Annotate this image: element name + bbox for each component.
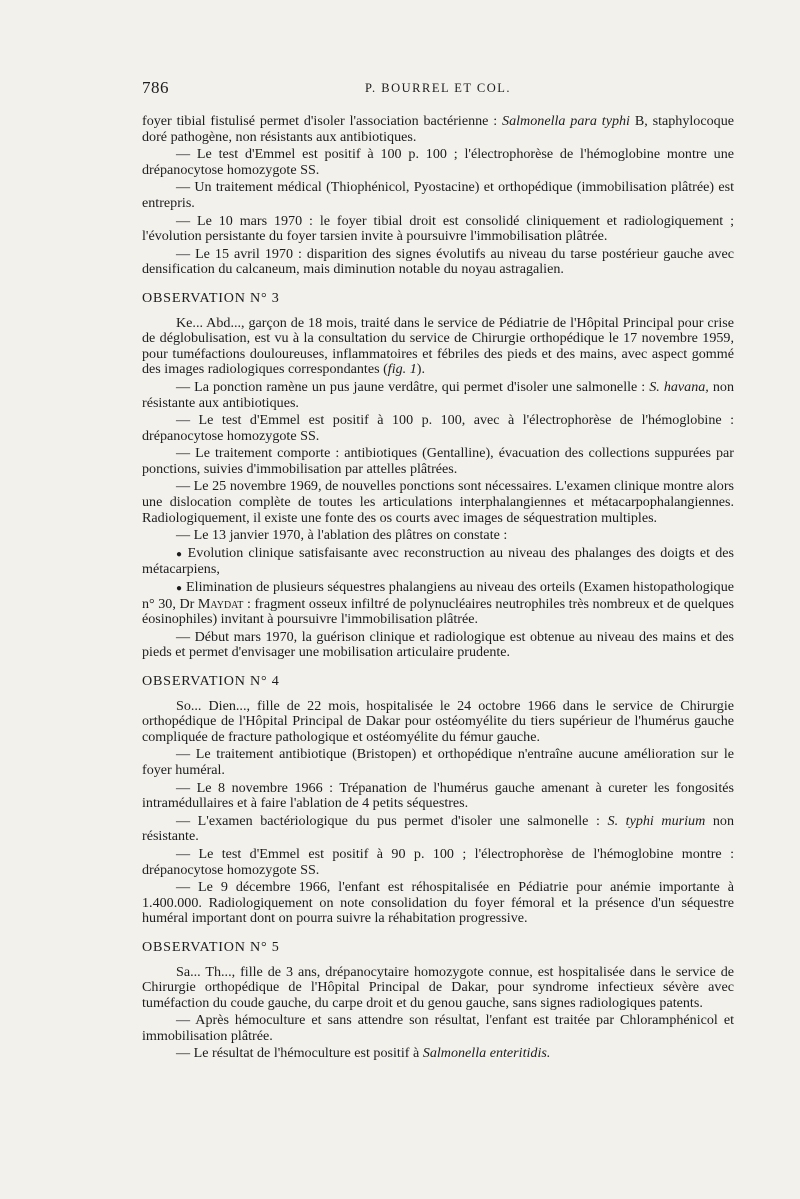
paragraph: — Le test d'Emmel est positif à 90 p. 100 ; l'électrophorèse de l'hémoglobine montre : drépanocytose homozygote SS. bbox=[142, 845, 734, 878]
species-name: S. havana, bbox=[649, 378, 709, 395]
paragraph: — Le traitement comporte : antibiotiques (Gentalline), évacuation des collections suppurées par ponctions, suivies d'immobilisation par attelles plâtrées. bbox=[142, 445, 734, 477]
bullet-icon: ● bbox=[176, 548, 184, 560]
observation-heading: OBSERVATION N° 4 bbox=[142, 673, 280, 689]
paragraph: — Le test d'Emmel est positif à 100 p. 100, avec à l'électrophorèse de l'hémoglobine : drépanocytose homozygote SS. bbox=[142, 412, 734, 444]
paragraph: — Début mars 1970, la guérison clinique et radiologique est obtenue au niveau des mains et des pieds et permet d'envisager une mobilisation articulaire prudente. bbox=[142, 628, 734, 661]
paragraph: — Le 13 janvier 1970, à l'ablation des plâtres on constate : bbox=[176, 527, 508, 544]
paragraph-text: : fragment osseux infiltré de polynucléaires neutrophiles très nombreux et de quelques éosinophiles) invitant à poursuivre l'immobilisation plâtrée. bbox=[142, 595, 734, 628]
article-body bbox=[142, 114, 734, 1062]
paragraph: — Le 10 mars 1970 : le foyer tibial droit est consolidé cliniquement et radiologiquement ; l'évolution persistante du foyer tarsien invite à poursuivre l'immobilisation plâtrée. bbox=[142, 212, 734, 245]
paragraph: — Après hémoculture et sans attendre son résultat, l'enfant est traitée par Chloramphénicol et immobilisation plâtrée. bbox=[142, 1012, 734, 1044]
species-name: Salmonella para typhi bbox=[502, 113, 630, 129]
paragraph: — Un traitement médical (Thiophénicol, Pyostacine) et orthopédique (immobilisation plâtrée) est entrepris. bbox=[142, 179, 734, 211]
paragraph: — Le traitement antibiotique (Bristopen) et orthopédique n'entraîne aucune amélioration sur le foyer huméral. bbox=[142, 746, 734, 778]
bullet-item bbox=[142, 546, 734, 578]
bullet-icon: ● bbox=[176, 583, 183, 595]
paragraph-text: — Le résultat de l'hémoculture est positif à bbox=[176, 1045, 423, 1062]
page-number: 786 bbox=[142, 78, 169, 97]
paragraph: — Le 9 décembre 1966, l'enfant est réhospitalisée en Pédiatrie pour anémie importante à 1.400.000. Radiologiquement on note consolidation du foyer fémoral et la présence d'un séquestre huméral important dont on pourra suivre la réhabitation progressive. bbox=[142, 879, 734, 927]
paragraph-text: Ke... Abd..., garçon de 18 mois, traité dans le service de Pédiatrie de l'Hôpital Principal pour crise de déglobulisation, est vu à la consultation du service de Chirurgie orthopédique le 17 novembre 1959, pour tuméfactions douloureuses, inflammatoires et fébriles des pieds et des mains, avec aspect gommé des images radiologiques correspondantes ( bbox=[142, 314, 734, 378]
paragraph-text: B, staphylocoque doré pathogène, non résistants aux antibiotiques. bbox=[142, 113, 734, 145]
paragraph bbox=[142, 814, 734, 845]
paragraph-text: Elimination de plusieurs séquestres phalangiens au niveau des orteils (Examen histopathologique n° 30, Dr bbox=[142, 579, 735, 612]
paragraph bbox=[142, 114, 734, 145]
paragraph-text: — L'examen bactériologique du pus permet d'isoler une salmonelle : bbox=[176, 812, 608, 829]
paragraph: — Le 15 avril 1970 : disparition des signes évolutifs au niveau du tarse postérieur gauche avec densification du calcaneum, mais diminution notable du noyau astragalien. bbox=[142, 245, 734, 278]
species-name: S. typhi murium bbox=[607, 812, 706, 829]
paragraph-text: non résistante. bbox=[142, 812, 734, 845]
author-name: Maydat bbox=[197, 595, 244, 612]
paragraph-text: ). bbox=[416, 361, 425, 378]
paragraph: Sa... Th..., fille de 3 ans, drépanocytaire homozygote connue, est hospitalisée dans le service de Chirurgie orthopédique de l'Hôpital Principal de Dakar, pour syndrome infectieux sévère avec tuméfaction du coude gauche, du carpe droit et du genou gauche, sans signes radiologiques patents. bbox=[142, 963, 734, 1011]
species-name: Salmonella enteritidis. bbox=[422, 1045, 551, 1062]
observation-heading: OBSERVATION N° 5 bbox=[142, 938, 280, 955]
figure-reference: fig. 1 bbox=[387, 361, 417, 378]
paragraph: So... Dien..., fille de 22 mois, hospitalisée le 24 octobre 1966 dans le service de Chirurgie orthopédique de l'Hôpital Principal de Dakar pour ostéomyélite du tiers supérieur de l'humérus gauche compliquée de fracture pathologique et ostéomyélite du fémur gauche. bbox=[142, 697, 734, 745]
paragraph: — Le 25 novembre 1969, de nouvelles ponctions sont nécessaires. L'examen clinique montre alors une dislocation complète de toutes les articulations interphalangiennes et métacarpophalangiennes. Radiologiquement, il existe une fonte des os courts avec images de séquestration multiples. bbox=[142, 478, 734, 526]
paragraph bbox=[142, 316, 734, 378]
bullet-item bbox=[142, 580, 734, 628]
paragraph bbox=[142, 380, 734, 411]
observation-heading: OBSERVATION N° 3 bbox=[142, 289, 280, 306]
paragraph bbox=[142, 1046, 734, 1062]
paragraph-text: non résistante aux antibiotiques. bbox=[142, 378, 735, 411]
paragraph-text: foyer tibial fistulisé permet d'isoler l'association bactérienne : bbox=[142, 113, 503, 129]
paragraph: — Le 8 novembre 1966 : Trépanation de l'humérus gauche amenant à cureter les fongosités intramédullaires et à faire l'ablation de 4 petits séquestres. bbox=[142, 779, 734, 812]
running-header bbox=[142, 78, 734, 104]
paragraph-text: Evolution clinique satisfaisante avec reconstruction au niveau des phalanges des doigts et des métacarpiens, bbox=[142, 544, 734, 578]
paragraph: — Le test d'Emmel est positif à 100 p. 100 ; l'électrophorèse de l'hémoglobine montre une drépanocytose homozygote SS. bbox=[142, 146, 734, 178]
paragraph-text: — La ponction ramène un pus jaune verdâtre, qui permet d'isoler une salmonelle : bbox=[176, 378, 650, 395]
running-title: P. BOURREL ET COL. bbox=[364, 81, 512, 95]
